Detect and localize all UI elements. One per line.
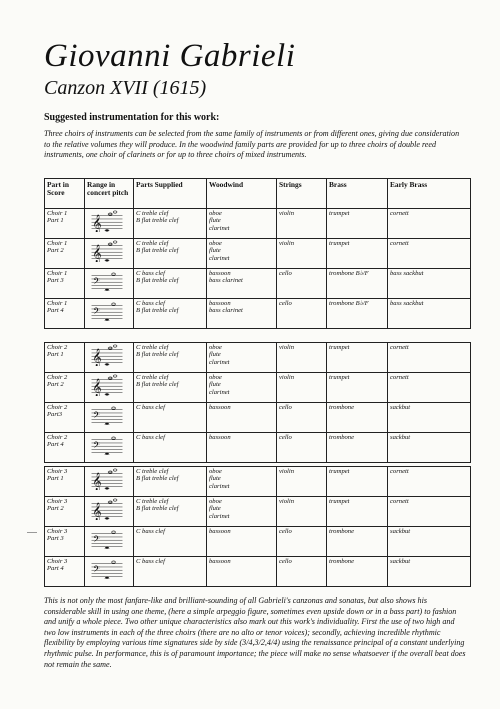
early-brass-cell	[388, 299, 471, 329]
early-brass-cell-text: sackbut	[390, 404, 411, 411]
parts-supplied-cell-text: B flat treble clef	[136, 381, 179, 389]
parts-supplied-cell-text: B flat treble clef	[136, 505, 179, 513]
early-brass-cell-text: cornett	[390, 374, 409, 381]
woodwind-cell-text: oboe	[209, 240, 222, 247]
part-cell	[45, 373, 85, 403]
strings-cell	[277, 373, 327, 403]
part-cell	[45, 557, 85, 587]
strings-cell	[277, 497, 327, 527]
work-subtitle: Canzon XVII (1615)	[44, 77, 207, 99]
svg-text:𝄞: 𝄞	[92, 472, 102, 490]
strings-cell-text: cello	[279, 404, 292, 411]
table-row	[45, 209, 471, 239]
strings-cell	[277, 209, 327, 239]
early-brass-cell	[388, 269, 471, 299]
parts-supplied-cell	[134, 467, 207, 497]
svg-text:𝄢: 𝄢	[93, 410, 100, 423]
woodwind-cell-text: clarinet	[209, 512, 230, 520]
range-cell	[85, 343, 134, 373]
svg-text:𝄞: 𝄞	[92, 244, 102, 262]
woodwind-cell	[207, 467, 277, 497]
strings-cell	[277, 527, 327, 557]
part-cell-text: Part 1	[47, 217, 64, 225]
strings-cell	[277, 557, 327, 587]
early-brass-cell-text: sackbut	[390, 434, 411, 441]
part-cell	[45, 343, 85, 373]
woodwind-cell-text: flute	[209, 475, 221, 483]
header-brass: Brass	[327, 179, 388, 209]
parts-supplied-cell-text: C bass clef	[136, 300, 165, 307]
woodwind-cell-text: clarinet	[209, 388, 230, 396]
table-row	[45, 557, 471, 587]
woodwind-cell	[207, 343, 277, 373]
early-brass-cell-text: sackbut	[390, 558, 411, 565]
table-row	[45, 527, 471, 557]
treble-clef-staff-icon	[87, 498, 127, 520]
bass-clef-staff-icon	[87, 558, 127, 580]
part-cell	[45, 403, 85, 433]
table-row	[45, 403, 471, 433]
early-brass-cell-text: sackbut	[390, 528, 411, 535]
part-cell-text: Part 2	[47, 505, 64, 513]
parts-supplied-cell-text: B flat treble clef	[136, 277, 179, 285]
treble-clef-staff-icon	[87, 374, 127, 396]
parts-supplied-cell	[134, 373, 207, 403]
strings-cell-text: violin	[279, 374, 295, 381]
strings-cell-text: violin	[279, 344, 295, 351]
brass-cell-text: trumpet	[329, 210, 350, 217]
brass-cell	[327, 527, 388, 557]
part-cell-text: Part 4	[47, 307, 64, 315]
early-brass-cell-text: cornett	[390, 498, 409, 505]
svg-text:𝄢: 𝄢	[93, 440, 100, 453]
table-row	[45, 299, 471, 329]
header-parts-supplied: Parts Supplied	[134, 179, 207, 209]
range-cell	[85, 239, 134, 269]
part-cell-text: Choir 3	[47, 468, 68, 475]
early-brass-cell-text: cornett	[390, 468, 409, 475]
choir3-table	[44, 466, 471, 587]
bass-clef-staff-icon	[87, 404, 127, 426]
margin-mark	[27, 532, 37, 533]
woodwind-cell	[207, 269, 277, 299]
strings-cell-text: cello	[279, 528, 292, 535]
woodwind-cell-text: bassoon	[209, 558, 231, 565]
part-cell-text: Part 1	[47, 351, 64, 359]
svg-text:𝄞: 𝄞	[92, 348, 102, 366]
range-cell	[85, 557, 134, 587]
parts-supplied-cell	[134, 343, 207, 373]
woodwind-cell	[207, 299, 277, 329]
brass-cell	[327, 209, 388, 239]
svg-text:𝄢: 𝄢	[93, 276, 100, 289]
part-cell	[45, 269, 85, 299]
woodwind-cell	[207, 433, 277, 463]
woodwind-cell-text: oboe	[209, 344, 222, 351]
treble-clef-staff-icon	[87, 468, 127, 490]
header-strings: Strings	[277, 179, 327, 209]
choir2-table	[44, 342, 471, 463]
table-row	[45, 373, 471, 403]
part-cell-text: Part 4	[47, 565, 64, 573]
early-brass-cell-text: cornett	[390, 240, 409, 247]
woodwind-cell-text: bassoon	[209, 300, 231, 307]
woodwind-cell-text: clarinet	[209, 224, 230, 232]
woodwind-cell-text: flute	[209, 351, 221, 359]
woodwind-cell	[207, 527, 277, 557]
parts-supplied-cell	[134, 497, 207, 527]
parts-supplied-cell	[134, 299, 207, 329]
svg-text:𝄞: 𝄞	[92, 378, 102, 396]
parts-supplied-cell-text: C bass clef	[136, 404, 165, 411]
range-cell	[85, 433, 134, 463]
parts-supplied-cell-text: C treble clef	[136, 210, 169, 217]
parts-supplied-cell-text: C treble clef	[136, 374, 169, 381]
svg-text:𝄢: 𝄢	[93, 306, 100, 319]
strings-cell	[277, 433, 327, 463]
instrumentation-heading: Suggested instrumentation for this work:	[44, 112, 220, 123]
parts-supplied-cell-text: C bass clef	[136, 434, 165, 441]
part-cell-text: Choir 2	[47, 374, 68, 381]
part-cell-text: Choir 2	[47, 434, 68, 441]
part-cell	[45, 299, 85, 329]
strings-cell	[277, 269, 327, 299]
svg-text:𝄢: 𝄢	[93, 534, 100, 547]
closing-paragraph: This is not only the most fanfare-like and brilliant-sounding of all Gabrieli's canzonas and sonatas, but also shows his considerable skill in using one theme, (here a simple arpeggio figure, sometimes even upside down or in a bass part) to fashion and unify a whole piece. Two other unique characteristics also mark out this work's individuality. First the use of two high and two low instruments in each of the three choirs (there are no alto or tenor voices); secondly, achieving incredible rhythmic flexibility by employing various time signatures side by side (3/4,3/2,4/4) using the renaissance principal of a constant underlying rhythmic pulse. In performance, this is of paramount importance; the piece will make no sense whatsoever if the overall beat does not remain the same.	[44, 596, 466, 669]
brass-cell	[327, 403, 388, 433]
woodwind-cell-text: bassoon	[209, 270, 231, 277]
parts-supplied-cell	[134, 433, 207, 463]
strings-cell	[277, 467, 327, 497]
part-cell-text: Choir 3	[47, 558, 68, 565]
woodwind-cell	[207, 373, 277, 403]
early-brass-cell	[388, 467, 471, 497]
parts-supplied-cell-text: B flat treble clef	[136, 351, 179, 359]
range-cell	[85, 403, 134, 433]
parts-supplied-cell	[134, 269, 207, 299]
strings-cell	[277, 343, 327, 373]
svg-text:𝄞: 𝄞	[92, 214, 102, 232]
woodwind-cell-text: bassoon	[209, 434, 231, 441]
strings-cell-text: violin	[279, 240, 295, 247]
range-cell	[85, 467, 134, 497]
treble-clef-staff-icon	[87, 240, 127, 262]
brass-cell-text: trumpet	[329, 498, 350, 505]
strings-cell-text: violin	[279, 210, 295, 217]
woodwind-cell-text: oboe	[209, 374, 222, 381]
brass-cell	[327, 467, 388, 497]
part-cell-text: Choir 1	[47, 210, 68, 217]
table-row	[45, 467, 471, 497]
woodwind-cell	[207, 403, 277, 433]
early-brass-cell	[388, 373, 471, 403]
woodwind-cell-text: clarinet	[209, 482, 230, 490]
parts-supplied-cell-text: C treble clef	[136, 344, 169, 351]
part-cell-text: Choir 1	[47, 300, 68, 307]
brass-cell	[327, 433, 388, 463]
bass-clef-staff-icon	[87, 300, 127, 322]
parts-supplied-cell-text: C treble clef	[136, 240, 169, 247]
part-cell	[45, 433, 85, 463]
brass-cell-text: trumpet	[329, 468, 350, 475]
brass-cell	[327, 497, 388, 527]
strings-cell-text: violin	[279, 468, 295, 475]
brass-cell	[327, 269, 388, 299]
brass-cell-text: trombone	[329, 528, 355, 535]
brass-cell-text: trombone B♭/F	[329, 300, 369, 307]
early-brass-cell	[388, 343, 471, 373]
brass-cell	[327, 373, 388, 403]
intro-paragraph: Three choirs of instruments can be selected from the same family of instruments or from different ones, giving due consideration to the relative volumes they will produce. In the woodwind family parts are provided for up to three choirs of double reed instruments, one choir of clarinets or for up to three choirs of mixed instruments.	[44, 129, 460, 160]
woodwind-cell-text: clarinet	[209, 254, 230, 262]
early-brass-cell	[388, 209, 471, 239]
range-cell	[85, 209, 134, 239]
part-cell-text: Choir 2	[47, 404, 68, 411]
woodwind-cell	[207, 209, 277, 239]
parts-supplied-cell-text: C bass clef	[136, 270, 165, 277]
brass-cell-text: trumpet	[329, 374, 350, 381]
composer-title: Giovanni Gabrieli	[44, 38, 296, 74]
woodwind-cell	[207, 239, 277, 269]
parts-supplied-cell-text: B flat treble clef	[136, 247, 179, 255]
strings-cell-text: cello	[279, 434, 292, 441]
woodwind-cell-text: oboe	[209, 498, 222, 505]
part-cell-text: Part 1	[47, 475, 64, 483]
woodwind-cell-text: clarinet	[209, 358, 230, 366]
header-woodwind: Woodwind	[207, 179, 277, 209]
parts-supplied-cell	[134, 527, 207, 557]
table-row	[45, 433, 471, 463]
parts-supplied-cell	[134, 209, 207, 239]
part-cell	[45, 209, 85, 239]
brass-cell	[327, 343, 388, 373]
early-brass-cell	[388, 497, 471, 527]
table-row	[45, 343, 471, 373]
svg-text:𝄞: 𝄞	[92, 502, 102, 520]
part-cell-text: Part 2	[47, 247, 64, 255]
strings-cell	[277, 239, 327, 269]
strings-cell-text: cello	[279, 270, 292, 277]
part-cell-text: Choir 1	[47, 240, 68, 247]
brass-cell	[327, 299, 388, 329]
woodwind-cell-text: flute	[209, 217, 221, 225]
bass-clef-staff-icon	[87, 528, 127, 550]
parts-supplied-cell	[134, 403, 207, 433]
brass-cell	[327, 557, 388, 587]
early-brass-cell-text: bass sackbut	[390, 300, 424, 307]
strings-cell	[277, 299, 327, 329]
part-cell	[45, 239, 85, 269]
range-cell	[85, 269, 134, 299]
brass-cell-text: trumpet	[329, 344, 350, 351]
early-brass-cell	[388, 239, 471, 269]
brass-cell-text: trombone	[329, 404, 355, 411]
parts-supplied-cell-text: B flat treble clef	[136, 217, 179, 225]
treble-clef-staff-icon	[87, 210, 127, 232]
early-brass-cell	[388, 433, 471, 463]
woodwind-cell	[207, 497, 277, 527]
part-cell-text: Choir 1	[47, 270, 68, 277]
part-cell-text: Part 3	[47, 535, 64, 543]
brass-cell-text: trombone	[329, 434, 355, 441]
part-cell-text: Part 2	[47, 381, 64, 389]
brass-cell-text: trombone B♭/F	[329, 270, 369, 277]
part-cell-text: Part3	[47, 411, 63, 419]
parts-supplied-cell-text: C treble clef	[136, 498, 169, 505]
early-brass-cell	[388, 403, 471, 433]
part-cell-text: Part 4	[47, 441, 64, 449]
early-brass-cell-text: cornett	[390, 210, 409, 217]
header-early-brass: Early Brass	[388, 179, 471, 209]
strings-cell-text: violin	[279, 498, 295, 505]
range-cell	[85, 373, 134, 403]
part-cell-text: Choir 2	[47, 344, 68, 351]
part-cell	[45, 527, 85, 557]
early-brass-cell	[388, 527, 471, 557]
parts-supplied-cell-text: B flat treble clef	[136, 307, 179, 315]
brass-cell-text: trumpet	[329, 240, 350, 247]
parts-supplied-cell-text: C treble clef	[136, 468, 169, 475]
strings-cell-text: cello	[279, 558, 292, 565]
woodwind-cell-text: oboe	[209, 468, 222, 475]
strings-cell	[277, 403, 327, 433]
woodwind-cell-text: bassoon	[209, 528, 231, 535]
range-cell	[85, 527, 134, 557]
woodwind-cell-text: bass clarinet	[209, 307, 243, 315]
woodwind-cell-text: flute	[209, 247, 221, 255]
woodwind-cell-text: flute	[209, 381, 221, 389]
header-part: Part in Score	[45, 179, 85, 209]
woodwind-cell-text: bass clarinet	[209, 277, 243, 285]
early-brass-cell-text: cornett	[390, 344, 409, 351]
choir1-table	[44, 178, 471, 329]
strings-cell-text: cello	[279, 300, 292, 307]
parts-supplied-cell	[134, 557, 207, 587]
part-cell	[45, 467, 85, 497]
part-cell	[45, 497, 85, 527]
woodwind-cell-text: oboe	[209, 210, 222, 217]
parts-supplied-cell-text: C bass clef	[136, 558, 165, 565]
woodwind-cell-text: bassoon	[209, 404, 231, 411]
parts-supplied-cell-text: B flat treble clef	[136, 475, 179, 483]
range-cell	[85, 299, 134, 329]
part-cell-text: Part 3	[47, 277, 64, 285]
part-cell-text: Choir 3	[47, 498, 68, 505]
brass-cell-text: trombone	[329, 558, 355, 565]
treble-clef-staff-icon	[87, 344, 127, 366]
woodwind-cell	[207, 557, 277, 587]
header-range: Range in concert pitch	[85, 179, 134, 209]
early-brass-cell	[388, 557, 471, 587]
table-row	[45, 497, 471, 527]
part-cell-text: Choir 3	[47, 528, 68, 535]
parts-supplied-cell-text: C bass clef	[136, 528, 165, 535]
parts-supplied-cell	[134, 239, 207, 269]
woodwind-cell-text: flute	[209, 505, 221, 513]
range-cell	[85, 497, 134, 527]
brass-cell	[327, 239, 388, 269]
early-brass-cell-text: bass sackbut	[390, 270, 424, 277]
svg-text:𝄢: 𝄢	[93, 564, 100, 577]
bass-clef-staff-icon	[87, 270, 127, 292]
bass-clef-staff-icon	[87, 434, 127, 456]
table-row	[45, 239, 471, 269]
table-row	[45, 269, 471, 299]
